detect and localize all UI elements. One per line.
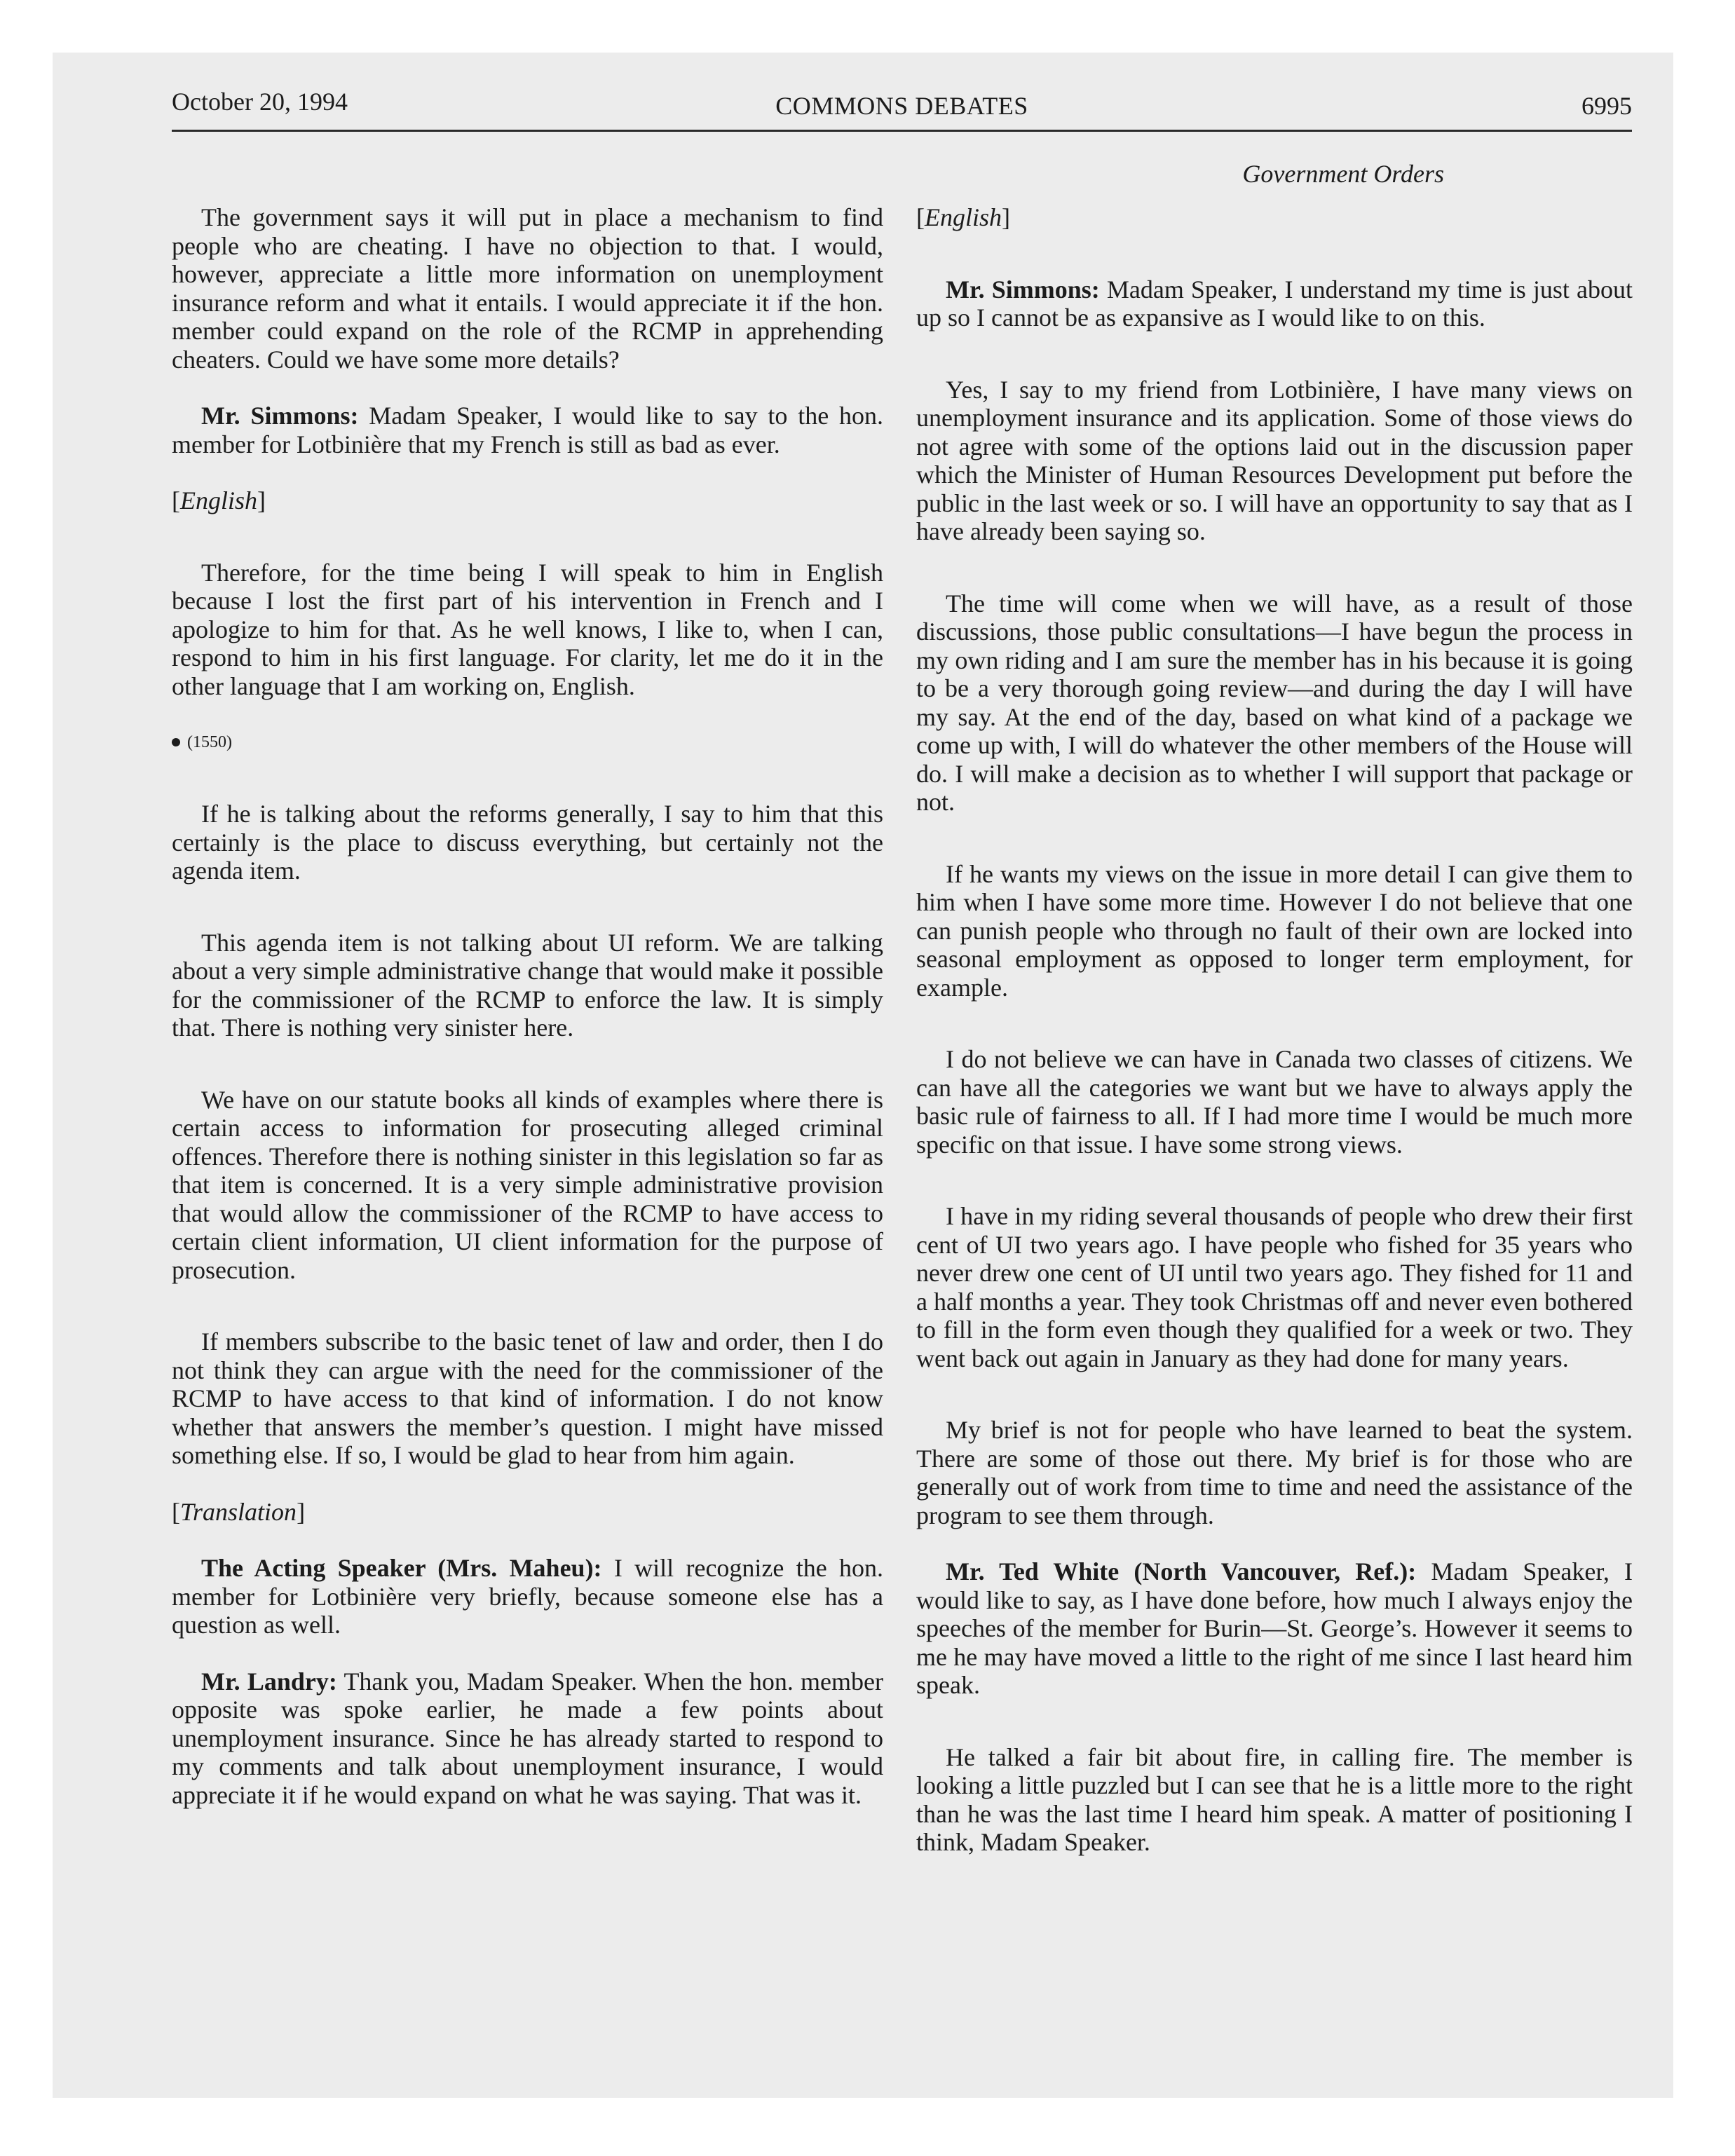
paragraph: The time will come when we will have, as a result of those discussions, those public consultations—I have begun the process in my own riding and I am sure the member has in his because it is going to be a very thorough going review—and during the day I will have my say. At the end of the day, based on what kind of a package we come up with, I will do whatever the other members of the House will do. I will make a decision as to whether I will support that package or not. <box>916 589 1633 816</box>
left-column <box>172 203 883 1809</box>
speech-text: Madam Speaker, I understand my time is just about up so I cannot be as expansive as I would like to on this. <box>916 275 1633 332</box>
paragraph: Therefore, for the time being I will speak to him in English because I lost the first part of his intervention in French and I apologize to him for that. As he well knows, I like to, when I can, respond to him in his first language. For clarity, let me do it in the other language that I am working on, English. <box>172 558 883 700</box>
paragraph: We have on our statute books all kinds of examples where there is certain access to information for prosecuting alleged criminal offences. Therefore there is nothing sinister in this legislation so far as that item is concerned. It is a very simple administrative provision that would allow the commissioner of the RCMP to have access to certain client information, UI client information for the purpose of prosecution. <box>172 1085 883 1284</box>
paragraph: If he wants my views on the issue in more detail I can give them to him when I have some more time. However I do not believe that one can punish people who through no fault of their own are locked into seasonal employment as opposed to longer term employment, for example. <box>916 859 1633 1002</box>
speech-paragraph <box>916 1557 1633 1700</box>
speech-paragraph <box>172 1667 883 1810</box>
paragraph: Yes, I say to my friend from Lotbinière, I have many views on unemployment insurance and its application. Some of those views do not agree with some of the options laid out in the discussion paper which the Minister of Human Resources Development put before the public in the last week or so. I will have an opportunity to say that as I have already been saying so. <box>916 375 1633 545</box>
right-column <box>916 203 1633 1857</box>
header-date: October 20, 1994 <box>172 88 348 116</box>
paragraph: He talked a fair bit about fire, in calling fire. The member is looking a little puzzled but I can see that he is a little more to the right than he was the last time I heard him speak. A matter of positioning I think, Madam Speaker. <box>916 1742 1633 1856</box>
speaker-name: Mr. Landry: <box>201 1667 337 1696</box>
speech-text: Madam Speaker, I would like to say to the hon. member for Lotbinière that my French is still as bad as ever. <box>172 402 883 458</box>
paragraph: The government says it will put in place a mechanism to find people who are cheating. I have no objection to that. I would, however, appreciate a little more information on unemployment insurance reform and what it entails. I would appreciate it if the hon. member could expand on the role of the RCMP in apprehending cheaters. Could we have some more details? <box>172 203 883 374</box>
speaker-name: Mr. Simmons: <box>201 402 359 430</box>
language-tag: [English] <box>172 486 266 514</box>
speaker-name: Mr. Ted White (North Vancouver, Ref.): <box>946 1557 1417 1585</box>
speech-text: I will recognize the hon. member for Lotbinière very briefly, because someone else has a question as well. <box>172 1554 883 1639</box>
timestamp: (1550) <box>172 728 883 756</box>
language-tag: [Translation] <box>172 1497 306 1526</box>
paragraph: If members subscribe to the basic tenet of law and order, then I do not think they can argue with the need for the commissioner of the RCMP to have access to that kind of information. I do not know whether that answers the member’s question. I might have missed something else. If so, I would be glad to hear from him again. <box>172 1328 883 1469</box>
paragraph: My brief is not for people who have learned to beat the system. There are some of those out there. My brief is for those who are generally out of work from time to time and need the assistance of the program to see them through. <box>916 1416 1633 1529</box>
paragraph: If he is talking about the reforms generally, I say to him that this certainly is the place to discuss everything, but certainly not the agenda item. <box>172 800 883 885</box>
section-label: Government Orders <box>1242 160 1444 188</box>
speaker-name: Mr. Simmons: <box>946 275 1100 303</box>
header-page-number: 6995 <box>1581 92 1632 120</box>
speaker-name: The Acting Speaker (Mrs. Maheu): <box>201 1554 602 1582</box>
paragraph: I have in my riding several thousands of people who drew their first cent of UI two years ago. I have people who fished for 35 years who never drew one cent of UI until two years ago. They fished for 11 and a half months a year. They took Christmas off and never even bothered to fill in the form even though they qualified for a week or two. They went back out again in January as they had done for many years. <box>916 1202 1633 1372</box>
paragraph: This agenda item is not talking about UI reform. We are talking about a very simple administrative change that would make it possible for the commissioner of the RCMP to enforce the law. It is simply that. There is nothing very sinister here. <box>172 928 883 1042</box>
speech-paragraph <box>172 402 883 458</box>
speech-text: Thank you, Madam Speaker. When the hon. member opposite was spoke earlier, he made a few points about unemployment insurance. Since he has already started to respond to my comments and talk about unemployment insurance, I would appreciate it if he would expand on what he was saying. That was it. <box>172 1667 883 1809</box>
speech-text: Madam Speaker, I would like to say, as I have done before, how much I always enjoy the speeches of the member for Burin—St. George’s. However it seems to me he may have moved a little to the right of me since I last heard him speak. <box>916 1557 1633 1699</box>
bullet-icon <box>172 738 180 746</box>
header-publication-title: COMMONS DEBATES <box>775 92 1028 120</box>
speech-paragraph <box>916 275 1633 332</box>
language-tag: [English] <box>916 203 1011 231</box>
paragraph: I do not believe we can have in Canada two classes of citizens. We can have all the categories we want but we have to always apply the basic rule of fairness to all. If I had more time I would be much more specific on that issue. I have some strong views. <box>916 1045 1633 1159</box>
speech-paragraph <box>172 1554 883 1639</box>
page-header <box>172 81 1632 132</box>
